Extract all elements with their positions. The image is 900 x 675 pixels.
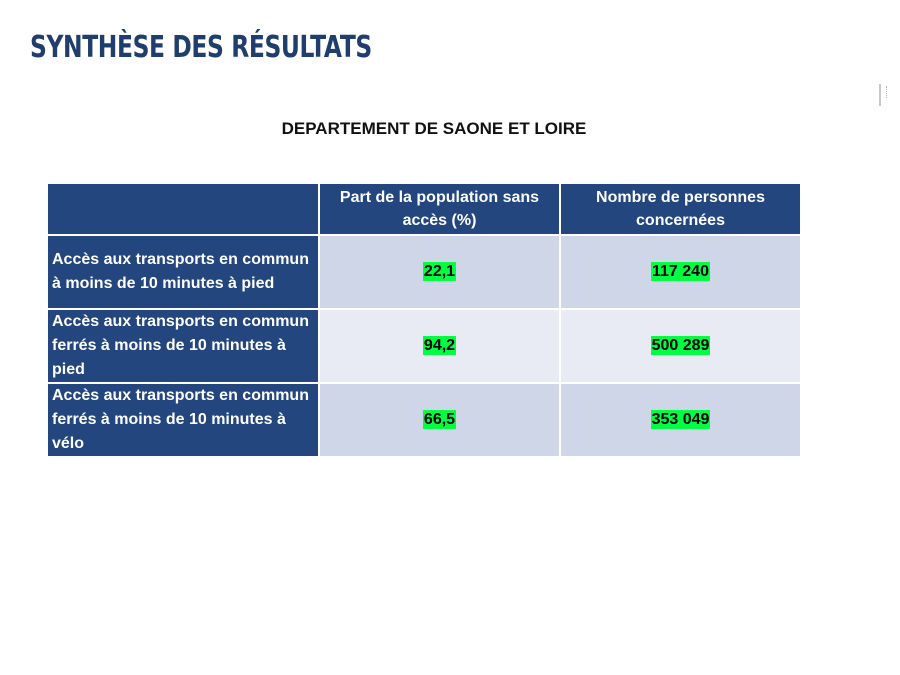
department-subtitle: DEPARTEMENT DE SAONE ET LOIRE — [281, 119, 587, 138]
header-count: Nombre de personnes concernées — [560, 183, 801, 235]
slide-edge-marker — [879, 84, 881, 106]
results-table — [46, 182, 802, 458]
row-label: Accès aux transports en commun ferrés à moins de 10 minutes à pied — [47, 309, 319, 383]
table-row — [47, 309, 801, 383]
count-cell — [560, 235, 801, 309]
count-value: 117 240 — [652, 263, 709, 280]
share-cell — [319, 235, 560, 309]
share-value: 22,1 — [423, 263, 456, 280]
page-title: SYNTHÈSE DES RÉSULTATS — [30, 30, 372, 65]
share-value: 94,2 — [423, 337, 456, 354]
count-cell — [560, 309, 801, 383]
row-label: Accès aux transports en commun ferrés à moins de 10 minutes à vélo — [47, 383, 319, 457]
header-empty-cell — [47, 183, 319, 235]
share-cell — [319, 383, 560, 457]
header-share: Part de la population sans accès (%) — [319, 183, 560, 235]
share-cell — [319, 309, 560, 383]
table-row — [47, 383, 801, 457]
count-cell — [560, 383, 801, 457]
count-value: 500 289 — [651, 337, 710, 354]
share-value: 66,5 — [423, 411, 456, 428]
count-value: 353 049 — [651, 411, 710, 428]
table-header-row — [47, 183, 801, 235]
slide-edge-dots — [886, 86, 890, 98]
row-label: Accès aux transports en commun à moins de 10 minutes à pied — [47, 235, 319, 309]
table-row — [47, 235, 801, 309]
